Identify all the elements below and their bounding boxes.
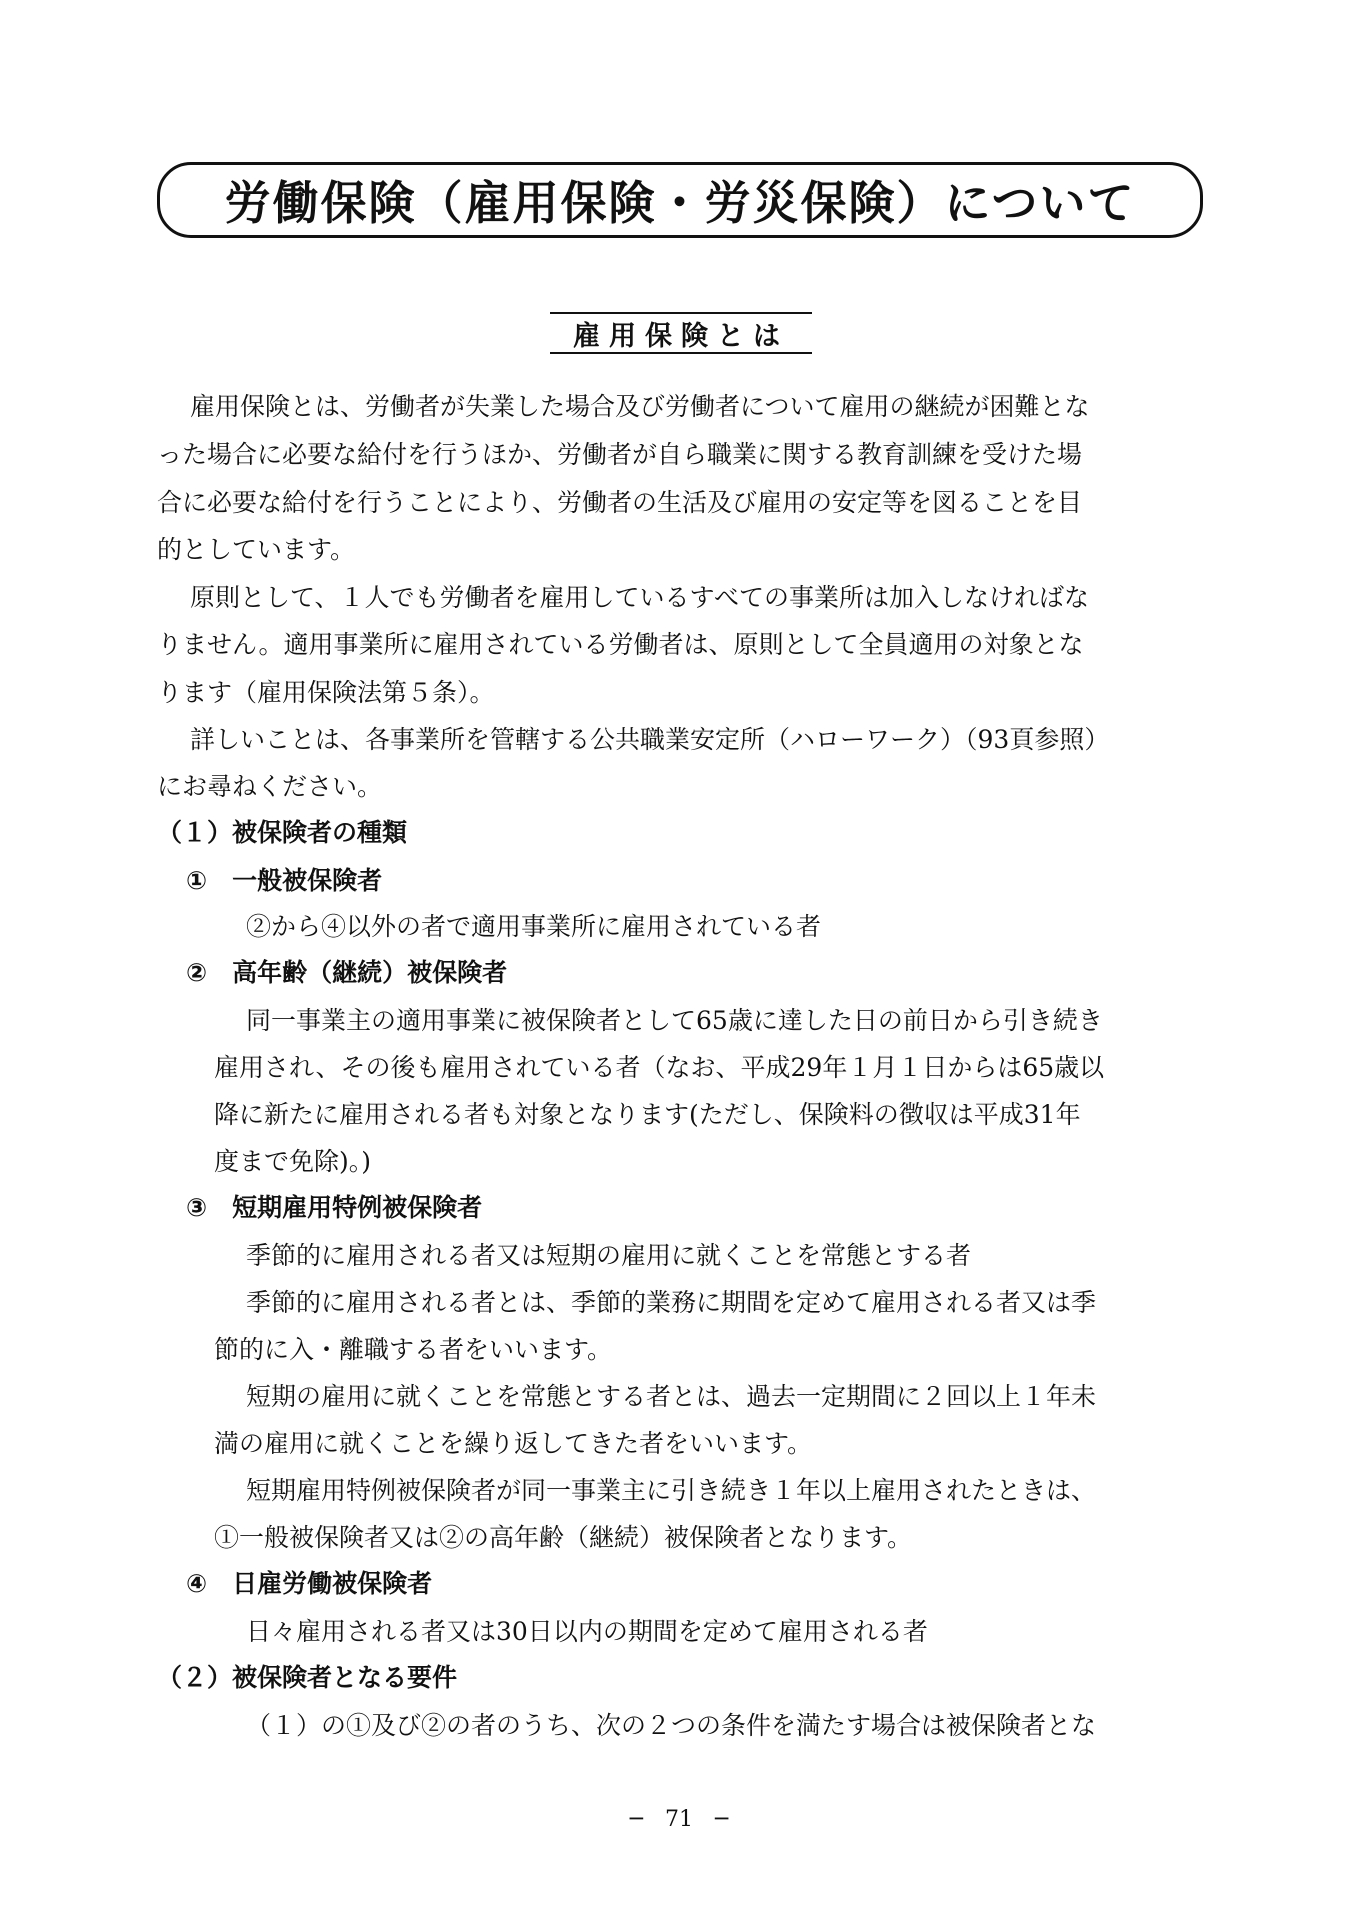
item-heading: ② 高年齢（継続）被保険者 [186, 958, 508, 987]
text-line: 同一事業主の適用事業に被保険者として65歳に達した日の前日から引き続き [246, 1006, 1103, 1035]
text-line: りません。適用事業所に雇用されている労働者は、原則として全員適用の対象とな [157, 630, 1084, 659]
text-line: った場合に必要な給付を行うほか、労働者が自ら職業に関する教育訓練を受けた場 [157, 440, 1083, 469]
text-line: 日々雇用される者又は30日以内の期間を定めて雇用される者 [246, 1617, 928, 1646]
subsection-heading: （１）被保険者の種類 [157, 818, 408, 847]
text-line: 満の雇用に就くことを繰り返してきた者をいいます。 [214, 1429, 813, 1458]
text-line: 合に必要な給付を行うことにより、労働者の生活及び雇用の安定等を図ることを目 [157, 488, 1083, 517]
text-line: ①一般被保険者又は②の高年齢（継続）被保険者となります。 [214, 1523, 913, 1552]
text-line: 季節的に雇用される者とは、季節的業務に期間を定めて雇用される者又は季 [246, 1288, 1097, 1317]
item-heading: ④ 日雇労働被保険者 [186, 1569, 433, 1598]
text-line: 度まで免除)。) [214, 1147, 372, 1176]
text-line: ②から④以外の者で適用事業所に雇用されている者 [246, 912, 822, 941]
text-line: 節的に入・離職する者をいいます。 [214, 1335, 613, 1364]
section-heading: 雇用保険とは [550, 312, 812, 354]
text-line: にお尋ねください。 [157, 772, 383, 801]
text-line: 短期の雇用に就くことを常態とする者とは、過去一定期間に２回以上１年未 [246, 1382, 1097, 1411]
text-line: ります（雇用保険法第５条）。 [157, 678, 495, 707]
text-line: （１）の①及び②の者のうち、次の２つの条件を満たす場合は被保険者とな [246, 1711, 1097, 1740]
page-title: 労働保険（雇用保険・労災保険）について [224, 176, 1136, 230]
text-line: 降に新たに雇用される者も対象となります(ただし、保険料の徴収は平成31年 [214, 1100, 1081, 1129]
text-line: 原則として、１人でも労働者を雇用しているすべての事業所は加入しなければな [190, 583, 1090, 612]
text-line: 雇用保険とは、労働者が失業した場合及び労働者について雇用の継続が困難とな [190, 392, 1090, 421]
text-line: 雇用され、その後も雇用されている者（なお、平成29年１月１日からは65歳以 [214, 1053, 1105, 1082]
text-line: 短期雇用特例被保険者が同一事業主に引き続き１年以上雇用されたときは、 [246, 1476, 1097, 1505]
text-line: 的としています。 [157, 535, 356, 564]
item-heading: ③ 短期雇用特例被保険者 [186, 1193, 483, 1222]
title-box [157, 162, 1203, 238]
item-heading: ① 一般被保険者 [186, 866, 383, 895]
page-number: ─ 71 ─ [629, 1807, 729, 1832]
text-line: 季節的に雇用される者又は短期の雇用に就くことを常態とする者 [246, 1241, 972, 1270]
text-line: 詳しいことは、各事業所を管轄する公共職業安定所（ハローワーク）（93頁参照） [190, 725, 1110, 754]
subsection-heading: （２）被保険者となる要件 [157, 1663, 458, 1692]
